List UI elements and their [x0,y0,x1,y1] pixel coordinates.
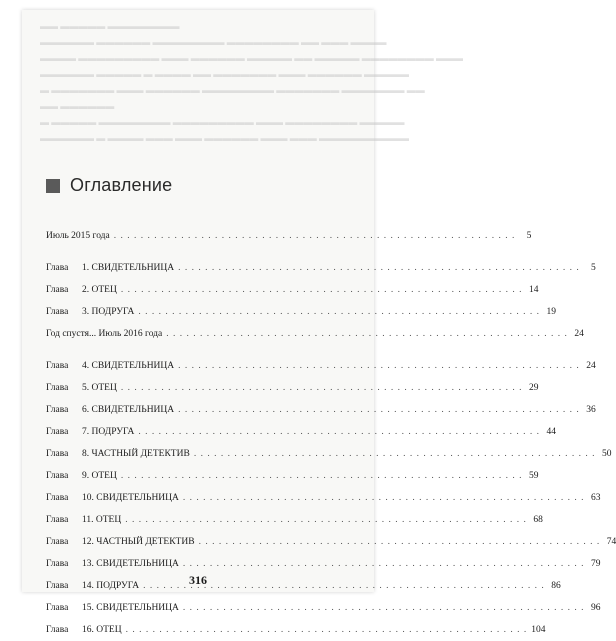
toc-leader-dots [183,597,585,619]
toc-entry-label: 1. СВИДЕТЕЛЬНИЦА [82,263,175,273]
toc-entry-prefix: Глава [46,383,69,393]
toc-entry[interactable] [46,509,543,531]
toc-leader-dots [138,301,540,323]
toc-entry[interactable] [46,225,532,247]
toc-entry-prefix: Глава [46,515,69,525]
toc-entry[interactable] [46,257,596,279]
toc-leader-dots [183,487,585,509]
toc-entry-prefix: Глава [46,427,69,437]
toc-entry-label: 6. СВИДЕТЕЛЬНИЦА [82,405,175,415]
toc-entry-prefix: Глава [46,537,69,547]
toc-leader-dots [121,279,523,301]
toc-entry-page: 14 [528,285,539,295]
toc-entry-page: 86 [551,581,561,591]
toc-header [46,175,172,196]
toc-entry[interactable] [46,421,556,443]
toc-entry-page: 44 [546,427,556,437]
toc-entry-label: 8. ЧАСТНЫЙ ДЕТЕКТИВ [82,449,190,459]
toc-entry-page: 19 [546,307,556,317]
toc-entry[interactable] [46,377,539,399]
toc-entry-label: 7. ПОДРУГА [82,427,135,437]
toc-entry-label: 4. СВИДЕТЕЛЬНИЦА [82,361,175,371]
toc-entry-label: 11. ОТЕЦ [82,515,122,525]
toc-entry-prefix: Глава [46,625,69,635]
toc-entry[interactable] [46,443,612,465]
toc-entry-prefix: Глава [46,285,69,295]
toc-entry-label: 9. ОТЕЦ [82,471,117,481]
toc-entry-prefix: Глава [46,405,69,415]
toc-entry[interactable] [46,619,546,641]
toc-entry-page: 74 [606,537,616,547]
toc-entry-page: 5 [591,263,596,273]
toc-entry-prefix: Глава [46,263,69,273]
bleed-through-text: ▬▬ ▬▬▬▬▬ ▬▬▬▬▬▬▬▬ ▬▬▬▬▬▬ ▬▬▬▬▬▬ ▬▬▬▬▬▬▬▬ ▬▬▬▬▬▬▬▬ ▬▬ ▬▬▬ ▬▬▬▬ ▬▬▬▬ ▬▬▬▬▬▬▬▬▬ ▬▬▬ ▬▬▬▬▬▬ ▬▬▬▬▬ ▬▬ ▬▬▬▬▬ ▬▬▬▬▬▬▬▬ ▬▬▬ ▬▬▬▬▬▬ ▬▬▬▬▬ ▬ ▬▬▬▬ ▬▬ ▬▬▬▬▬▬▬ ▬▬▬ ▬▬▬▬▬▬ ▬▬▬▬▬ ▬ ▬▬▬▬▬▬▬ ▬▬▬ ▬▬▬▬▬▬ ▬▬▬▬▬▬▬▬ ▬▬▬▬▬▬▬ ▬▬▬▬▬▬▬ ▬▬ ▬▬ ▬▬▬▬▬▬ ▬ ▬▬▬▬▬ ▬▬▬▬▬▬▬▬ ▬▬▬▬▬▬▬▬▬ ▬▬▬ ▬▬▬▬▬▬▬▬ ▬▬▬▬▬ ▬▬▬▬▬▬ ▬ ▬▬▬▬ ▬▬▬ ▬▬▬ ▬▬▬▬▬▬ ▬▬▬ ▬▬▬ ▬▬▬▬▬▬▬▬▬▬ [40,21,463,143]
toc-entry-page: 79 [591,559,601,569]
toc-entry-label: Июль 2015 года [46,231,110,241]
toc-entry[interactable] [46,399,596,421]
book-page [22,10,616,635]
toc-leader-dots [121,465,523,487]
toc-leader-dots [178,257,580,279]
toc-entry-label: 5. ОТЕЦ [82,383,117,393]
toc-entry-label: 10. СВИДЕТЕЛЬНИЦА [82,493,179,503]
toc-entry-label: 14. ПОДРУГА [82,581,140,591]
toc-leader-dots [166,323,568,345]
toc-leader-dots [178,355,580,377]
toc-entry[interactable] [46,531,616,553]
toc-leader-dots [114,225,516,247]
toc-entry-page: 59 [528,471,539,481]
toc-entry[interactable] [46,465,539,487]
toc-entry-prefix: Глава [46,581,69,591]
toc-leader-dots [126,619,528,641]
toc-entry[interactable] [46,597,601,619]
toc-entry-page: 29 [528,383,539,393]
toc-entry-page: 24 [586,361,596,371]
page-number: 316 [189,573,207,587]
toc-entry-prefix: Глава [46,361,69,371]
toc-entry-prefix: Глава [46,449,69,459]
toc-entry-page: 50 [601,449,612,459]
toc-entry-label: 3. ПОДРУГА [82,307,135,317]
toc-entry-page: 96 [591,603,601,613]
toc-entry[interactable] [46,323,584,345]
toc-entry-page: 5 [526,231,532,241]
toc-entry[interactable] [46,487,601,509]
toc-entry-label: 12. ЧАСТНЫЙ ДЕТЕКТИВ [82,537,195,547]
toc-entry-label: 13. СВИДЕТЕЛЬНИЦА [82,559,179,569]
toc-entry-label: 16. ОТЕЦ [82,625,122,635]
toc-entry-page: 36 [586,405,596,415]
toc-entry-label: Год спустя... Июль 2016 года [46,329,163,339]
toc-entry-label: 2. ОТЕЦ [82,285,117,295]
toc-entry[interactable] [46,553,601,575]
toc-leader-dots [138,421,540,443]
toc-entry-page: 63 [591,493,601,503]
toc-entry[interactable] [46,355,596,377]
toc-entry-prefix: Глава [46,307,69,317]
toc-leader-dots [121,377,523,399]
toc-leader-dots [199,531,601,553]
toc-entry-prefix: Глава [46,471,69,481]
toc-entry[interactable] [46,301,556,323]
toc-leader-dots [125,509,527,531]
square-bullet-icon [46,179,60,193]
toc-title: Оглавление [70,175,173,195]
toc-leader-dots [194,443,596,465]
toc-leader-dots [183,553,585,575]
toc-entry-page: 24 [574,329,584,339]
toc-entry-label: 15. СВИДЕТЕЛЬНИЦА [82,603,179,613]
toc-entry-page: 104 [531,625,546,635]
toc-entry[interactable] [46,279,539,301]
toc-leader-dots [178,399,580,421]
toc-entry-prefix: Глава [46,493,69,503]
toc-entry-prefix: Глава [46,603,69,613]
toc-entry-page: 68 [533,515,543,525]
toc-entry-prefix: Глава [46,559,69,569]
